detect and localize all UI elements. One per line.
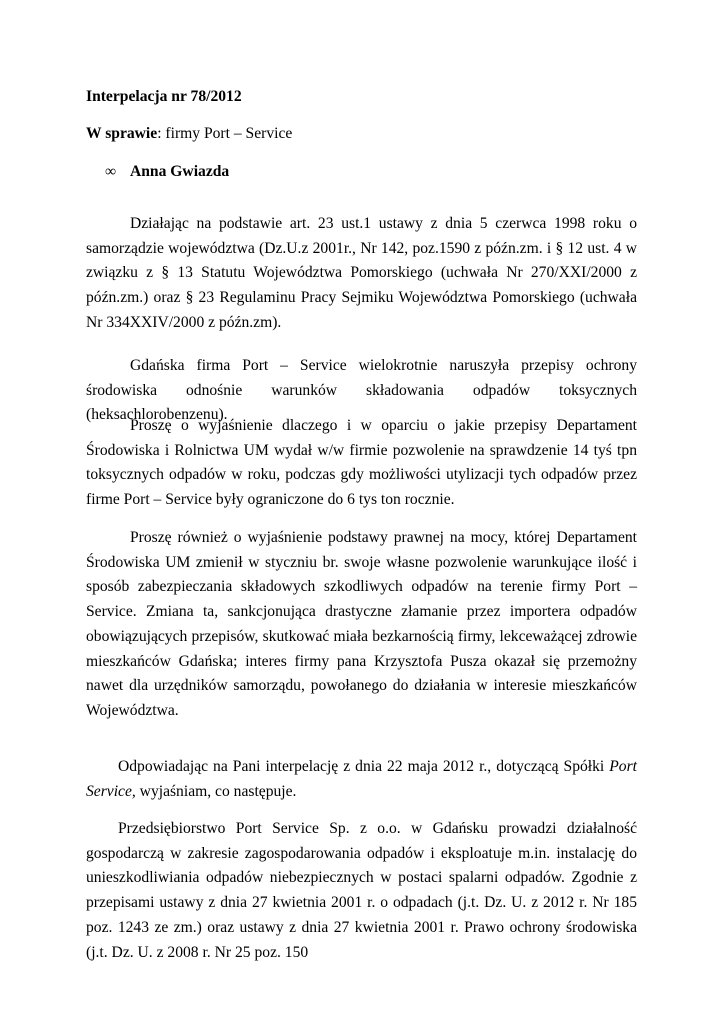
subject-line xyxy=(86,124,292,144)
infinity-bullet-icon: ∞ xyxy=(105,163,117,180)
paragraph-permit-question: Proszę o wyjaśnienie dlaczego i w oparciu o jakie przepisy Departament Środowiska i Rolnictwa UM wydał w/w firmie pozwolenie na sprawdzenie 14 tyś tpn toksycznych odpadów w roku, podczas gdy możliwości utylizacji tych odpadów przez firme Port – Service były ograniczone do 6 tys ton rocznie. xyxy=(86,417,637,509)
response-body-paragraph: Przedsiębiorstwo Port Service Sp. z o.o. w Gdańsku prowadzi działalność gospodarczą w zakresie zagospodarowania odpadów i eksploatuje m.in. instalację do unieszkodliwiania odpadów niebezpiecznych w postaci spalarni odpadów. Zgodnie z przepisami ustawy z dnia 27 kwietnia 2001 r. o odpadach (j.t. Dz. U. z 2012 r. Nr 185 poz. 1243 ze zm.) oraz ustawy z dnia 27 kwietnia 2001 r. Prawo ochrony środowiska (j.t. Dz. U. z 2008 r. Nr 25 poz. 150 xyxy=(86,820,637,961)
legal-basis-paragraph: Działając na podstawie art. 23 ust.1 ustawy z dnia 5 czerwca 1998 roku o samorządzie województwa (Dz.U.z 2001r., Nr 142, poz.1590 z późn.zm. i § 12 ust. 4 w związku z § 13 Statutu Województwa Pomorskiego (uchwała Nr 270/XXI/2000 z późn.zm.) oraz § 23 Regulaminu Pracy Sejmiku Województwa Pomorskiego (uchwała Nr 334XXIV/2000 z późn.zm). xyxy=(86,215,637,331)
interpellation-title: Interpelacja nr 78/2012 xyxy=(86,88,242,105)
subject-value: : firmy Port – Service xyxy=(157,125,293,142)
response-intro-text: Odpowiadając na Pani interpelację z dnia 22 maja 2012 r., dotyczącą Spółki xyxy=(118,758,610,775)
paragraph-violations: Gdańska firma Port – Service wielokrotnie naruszyła przepisy ochrony środowiska odnośnie warunków składowania odpadów toksycznych (heksachlorobenzenu). xyxy=(86,357,637,424)
response-intro-end: wyjaśniam, co następuje. xyxy=(135,782,297,800)
author-line xyxy=(105,162,229,182)
author-name: Anna Gwiazda xyxy=(130,163,230,180)
subject-label: W sprawie xyxy=(86,125,158,142)
paragraph-legal-basis-question: Proszę również o wyjaśnienie podstawy prawnej na mocy, której Departament Środowiska UM zmienił w styczniu br. swoje własne pozwolenie warunkujące ilość i sposób zabezpieczania składowych szkodliwych odpadów na terenie firmy Port – Service. Zmiana ta, sankcjonująca drastyczne złamanie przez importera odpadów obowiązujących przepisów, skutkować miała bezkarnością firmy, lekceważącej zdrowie mieszkańców Gdańska; interes firmy pana Krzysztofa Pusza okazał się przemożny nawet dla urzędników samorządu, powołanego do działania w interesie mieszkańców Województwa. xyxy=(86,529,637,719)
response-intro-paragraph xyxy=(86,755,637,804)
company-name-italic: Port Service, xyxy=(86,758,637,800)
